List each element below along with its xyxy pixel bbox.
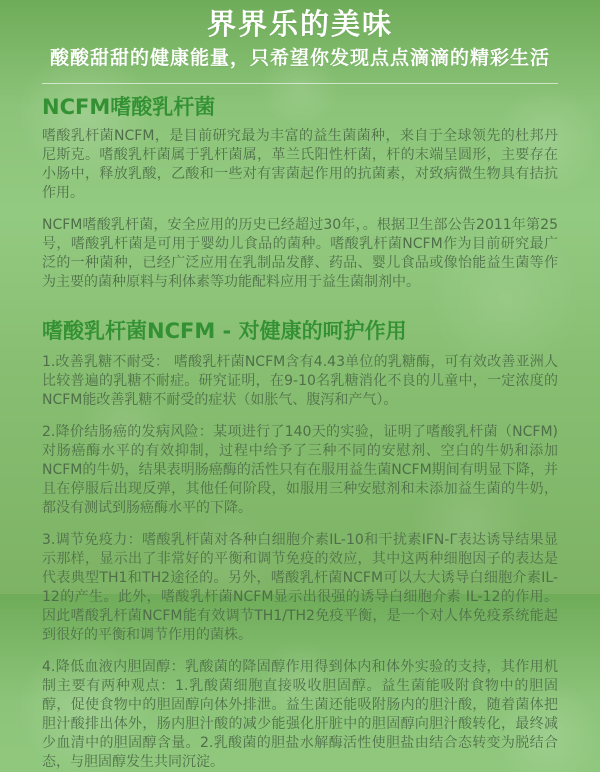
paragraph-benefit-cholesterol: 4.降低血液内胆固醇：乳酸菌的降固醇作用得到体内和体外实验的支持，其作用机制主要有两种观点：1.乳酸菌细胞直接吸收胆固醇。益生菌能吸附食物中的胆固醇，促使食物中的胆固醇向体外排泄。益生菌还能吸附肠内的胆汁酸，随着菌体把胆汁酸排出体外，肠内胆汁酸的减少能强化肝脏中的胆固醇向胆汁酸转化，最终减少血清中的胆固醇含量。2.乳酸菌的胆盐水解酶活性使胆盐由结合态转变为脱结合态，与胆固醇发生共同沉淀。	[42, 659, 558, 770]
divider-line	[42, 83, 558, 84]
page-subtitle: 酸酸甜甜的健康能量，只希望你发现点点滴滴的精彩生活	[49, 47, 550, 69]
paragraph-benefit-colon: 2.降价结肠癌的发病风险：某项进行了140天的实验，证明了嗜酸乳杆菌（NCFM)对肠癌酶水平的有效抑制，过程中给予了三种不同的安慰剂、空白的牛奶和添加NCFM的牛奶，结果表明肠癌酶的活性只有在服用益生菌NCFM期间有明显下降，并且在停服后出现反弹，其他任何阶段，如服用三种安慰剂和未添加益生菌的牛奶，都没有测试到肠癌酶水平的下降。	[42, 424, 558, 516]
section-heading-ncfm: NCFM嗜酸乳杆菌	[42, 95, 216, 119]
section-ncfm-intro	[42, 95, 558, 292]
paragraph-ncfm-safety: NCFM嗜酸乳杆菌，安全应用的历史已经超过30年，。根据卫生部公告2011年第25号，嗜酸乳杆菌是可用于婴幼儿食品的菌种。嗜酸乳杆菌NCFM作为目前研究最广泛的一种菌种，已经广泛应用在乳制品发酵、药品、婴儿食品或像怡能益生菌等作为主要的菌种原料与利体素等功能配料应用于益生菌制剂中。	[42, 217, 558, 290]
paragraph-benefit-lactose: 1.改善乳糖不耐受： 嗜酸乳杆菌NCFM含有4.43单位的乳糖酶，可有效改善亚洲人比较普遍的乳糖不耐症。研究证明，在9-10名乳糖消化不良的儿童中，一定浓度的NCFM能改善乳糖不耐受的症状（如胀气、腹泻和产气）。	[42, 354, 558, 408]
section-heading-health: 嗜酸乳杆菌NCFM - 对健康的呵护作用	[42, 319, 407, 343]
content-area	[0, 95, 600, 772]
paragraph-ncfm-description: 嗜酸乳杆菌NCFM，是目前研究最为丰富的益生菌菌种，来自于全球领先的杜邦丹尼斯克。嗜酸乳杆菌属于乳杆菌属，革兰氏阳性杆菌，杆的末端呈圆形，主要存在小肠中，释放乳酸，乙酸和一些对有害菌起作用的抗菌素，对致病微生物具有拮抗作用。	[42, 128, 558, 201]
hero-banner	[0, 0, 600, 70]
page-title: 界界乐的美味	[206, 7, 393, 41]
paragraph-benefit-immunity: 3.调节免疫力：嗜酸乳杆菌对各种白细胞介素IL-10和干扰素IFN-Γ表达诱导结果显示那样，显示出了非常好的平衡和调节免疫的效应，其中这两种细胞因子的表达是代表典型TH1和TH2途径的。另外，嗜酸乳杆菌NCFM可以大大诱导白细胞介素IL-12的产生。此外，嗜酸乳杆菌NCFM显示出很强的诱导白细胞介素 IL-12的作用。因此嗜酸乳杆菌NCFM能有效调节TH1/TH2免疫平衡，是一个对人体免疫系统能起到很好的平衡和调节作用的菌株。	[42, 532, 558, 643]
section-health-benefits	[42, 319, 558, 772]
